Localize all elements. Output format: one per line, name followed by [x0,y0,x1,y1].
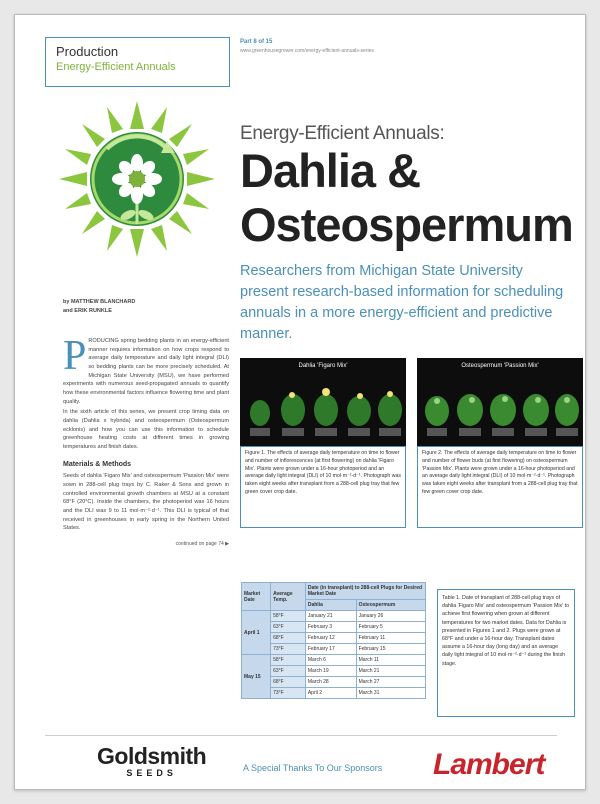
temp-cell: 58°F [271,611,306,622]
article-kicker: Energy-Efficient Annuals: [240,123,445,144]
osteo-cell: January 26 [356,611,425,622]
col-header-dahlia: Dahlia [305,600,356,611]
market-date-cell: May 15 [242,655,271,699]
figure-1-caption: Figure 1. The effects of average daily temperature on time to flower and number of inflorescences (at first flowering) on dahlia 'Figaro Mix'. Plants were grown under a 16-hour photoperiod and an average daily light integral (DLI) of 10 mol·m⁻²·d⁻¹. Photograph was taken eight weeks after transplant from a 288-cell plug tray that few green cover crop date. [240,446,406,528]
dahlia-cell: February 17 [305,644,356,655]
energy-efficient-sunflower-logo [45,99,230,259]
osteo-cell: March 21 [356,666,425,677]
dahlia-cell: March 6 [305,655,356,666]
paragraph-2: In the sixth article of this series, we present crop timing data on dahlia (Dahlia x hybrida) and osteospermum (Osteospermum ecklonis) and how you can use this information to schedule greenhouse heating costs at different times in growing temperatures and finish dates. [63,409,229,450]
paragraph-1 [63,333,229,406]
osteo-cell: February 11 [356,633,425,644]
figure-1 [240,358,406,528]
temp-cell: 63°F [271,622,306,633]
article-title-line2: Osteospermum [240,198,573,251]
byline [63,298,135,317]
col-header-market: Market Date [242,583,271,611]
sponsor-thanks: A Special Thanks To Our Sponsors [243,763,383,773]
col-header-temp: Average Temp. [271,583,306,611]
article-title-line1: Dahlia & [240,144,421,197]
figure-1-photo-title: Dahlia 'Figaro Mix' [298,363,348,369]
magazine-page [14,14,586,790]
col-header-dates: Date (in transplant) to 288-cell Plugs for Desired Market Date [305,583,425,600]
temp-cell: 73°F [271,644,306,655]
byline-author1: by MATTHEW BLANCHARD [63,299,136,305]
section-name: Production [56,44,119,59]
footer-divider [45,735,557,736]
osteo-cell: March 31 [356,688,425,699]
osteo-cell: March 27 [356,677,425,688]
table-row [242,655,426,666]
byline-author2: and ERIK RUNKLE [63,308,112,315]
temp-cell: 68°F [271,633,306,644]
lambert-logo[interactable]: Lambert [433,748,545,781]
goldsmith-seeds-sub: SEEDS [126,768,177,778]
goldsmith-wordmark: Goldsmith [97,743,207,769]
osteo-cell: March 11 [356,655,425,666]
figure-1-photo [240,358,406,446]
osteo-cell: February 5 [356,622,425,633]
figure-2-photo [417,358,583,446]
dahlia-cell: February 3 [305,622,356,633]
transplant-table [241,582,426,699]
dahlia-cell: February 12 [305,633,356,644]
figure-2 [417,358,583,528]
dahlia-cell: March 28 [305,677,356,688]
table-row [242,611,426,622]
temp-cell: 63°F [271,666,306,677]
series-part-label: Part 8 of 15 [240,39,273,45]
continued-link[interactable]: continued on page 74 ▶ [175,540,229,547]
figure-2-photo-title: Osteospermum 'Passion Mix' [461,363,539,369]
temp-cell: 73°F [271,688,306,699]
market-date-cell: April 1 [242,611,271,655]
figure-2-caption: Figure 2. The effects of average daily temperature on time to flower and number of flower buds (at first flowering) on osteospermum 'Passion Mix'. Plants were grown under a 16-hour photoperiod and an average daily light integral (DLI) of 10 mol·m⁻²·d⁻¹. Photograph was taken eight weeks after transplant from a 288-cell plug tray that few green cover crop date. [417,446,583,528]
dahlia-cell: January 21 [305,611,356,622]
drop-cap: P [63,333,87,379]
series-url: www.greenhousegrower.com/energy-efficient-annuals-series [240,48,374,54]
table-caption: Table 1. Date of transplant of 288-cell plug trays of dahlia 'Figaro Mix' and osteospermum 'Passion Mix' to achieve first flowering when grown at different temperatures for two market dates. Data for Dahlia is presented in Figures 1 and 2. Plugs were grown at 68°F and under a 16-hour day. Transplant dates assume a 16-hour day (long day) and an average daily light integral of 10 mol·m⁻²·d⁻¹ during the finish stage. [437,589,575,717]
dahlia-cell: March 19 [305,666,356,677]
temp-cell: 68°F [271,677,306,688]
dahlia-cell: April 2 [305,688,356,699]
series-header [240,39,570,54]
article-deck: Researchers from Michigan State University present research-based information for scheduling annuals in a more energy-efficient and predictive manner. [240,263,564,343]
paragraph-1-text: RODUCING spring bedding plants in an energy-efficient manner requires information on how crops respond to average daily temperature and daily light integral (DLI) so bedding plants can be more precisely scheduled. At Michigan State University (MSU), we have performed experiments with numerous seed-propagated annuals to quantify how these environmental factors influence flowering time and plant quality. [63,338,229,405]
col-header-osteo: Osteospermum [356,600,425,611]
methods-heading: Materials & Methods [63,460,132,468]
temp-cell: 58°F [271,655,306,666]
article-body [63,333,229,549]
subsection-name: Energy-Efficient Annuals [56,61,176,73]
goldsmith-seeds-logo[interactable] [97,743,206,778]
section-label-box [45,37,230,87]
osteo-cell: February 15 [356,644,425,655]
paragraph-3: Seeds of dahlia 'Figaro Mix' and osteospermum 'Passion Mix' were sown in 288-cell plug trays by C. Raker & Sons and grown in controlled environmental growth chambers at MSU at a constant 68°F (20°C). Inside the chambers, the photoperiod was 16 hours and the DLI was 9 to 11 mol·m⁻²·d⁻¹. This DLI is typical of that received in greenhouses in early spring in the Northern United States. [63,473,229,532]
